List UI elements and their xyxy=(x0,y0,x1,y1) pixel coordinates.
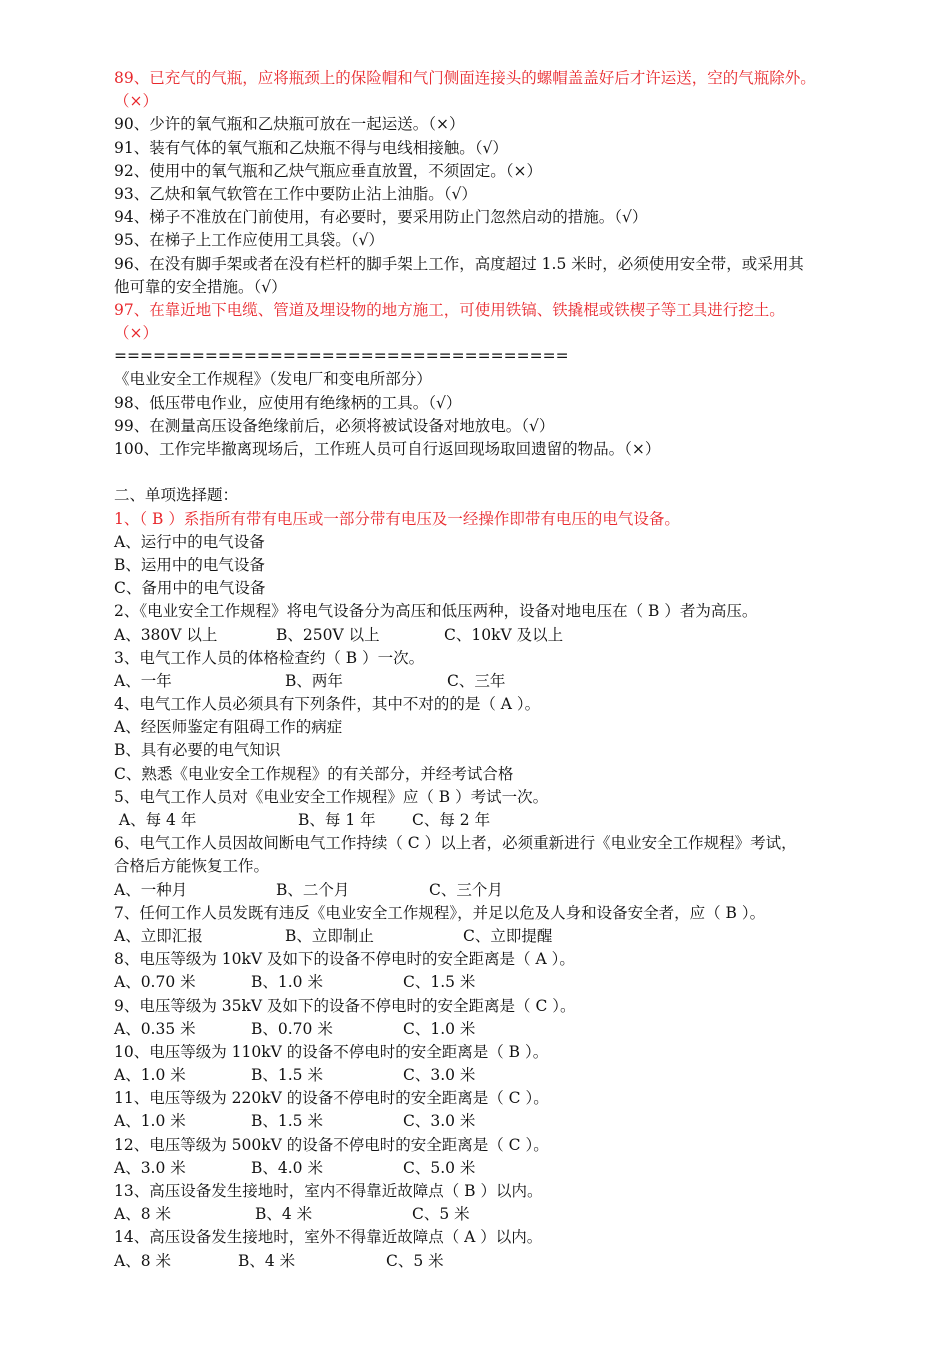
mc-2-option-a: A、380V 以上 xyxy=(114,625,218,644)
mc-2-option-c: C、10kV 及以上 xyxy=(444,625,564,644)
mc-14-options xyxy=(114,1250,884,1273)
mc-question-14: 14、高压设备发生接地时，室外不得靠近故障点（ A ）以内。 xyxy=(114,1228,543,1247)
mc-9-option-c: C、1.0 米 xyxy=(403,1019,476,1038)
mc-question-5: 5、电气工作人员对《电业安全工作规程》应（ B ）考试一次。 xyxy=(114,787,549,806)
mc-1-option-c: C、备用中的电气设备 xyxy=(114,579,266,598)
mc-question-13: 13、高压设备发生接地时，室内不得靠近故障点（ B ）以内。 xyxy=(114,1182,543,1200)
mc-10-option-b: B、1.5 米 xyxy=(251,1066,323,1085)
mc-14-option-b: B、4 米 xyxy=(238,1251,296,1270)
mc-13-options xyxy=(114,1203,884,1226)
tf-item-92: 92、使用中的氧气瓶和乙炔气瓶应垂直放置，不须固定。（×） xyxy=(114,161,542,180)
tf-item-89-line2: （×） xyxy=(114,92,158,111)
mc-14-option-c: C、5 米 xyxy=(386,1251,444,1270)
mc-7-option-c: C、立即提醒 xyxy=(463,926,553,945)
mc-6-option-b: B、二个月 xyxy=(276,880,350,899)
tf-item-96-line1: 96、在没有脚手架或者在没有栏杆的脚手架上工作，高度超过 1.5 米时，必须使用安全带，或采用其 xyxy=(114,254,804,273)
mc-10-option-a: A、1.0 米 xyxy=(114,1066,186,1085)
mc-4-option-a: A、经医师鉴定有阻碍工作的病症 xyxy=(114,718,343,737)
tf-item-90: 90、少许的氧气瓶和乙炔瓶可放在一起运送。（×） xyxy=(114,115,465,134)
mc-1-option-a: A、运行中的电气设备 xyxy=(114,532,265,551)
tf-item-97-line2: （×） xyxy=(114,324,158,343)
tf-item-96-line2: 他可靠的安全措施。（√） xyxy=(114,277,287,296)
document-page xyxy=(114,67,884,1273)
mc-12-option-b: B、4.0 米 xyxy=(251,1158,323,1177)
mc-question-1: 1、（ B ）系指所有带有电压或一部分带有电压及一经操作即带有电压的电气设备。 xyxy=(114,509,680,528)
tf-item-97-line1: 97、在靠近地下电缆、管道及埋设物的地方施工，可使用铁镐、铁撬棍或铁楔子等工具进行挖土。 xyxy=(114,300,785,319)
mc-13-option-c: C、5 米 xyxy=(412,1205,470,1224)
mc-8-option-c: C、1.5 米 xyxy=(403,973,476,992)
mc-10-option-c: C、3.0 米 xyxy=(403,1066,476,1085)
mc-2-options xyxy=(114,624,884,647)
mc-question-6-line2: 合格后方能恢复工作。 xyxy=(114,857,270,876)
mc-5-option-b: B、每 1 年 xyxy=(298,811,376,829)
mc-3-option-b: B、两年 xyxy=(285,671,343,690)
tf-item-99: 99、在测量高压设备绝缘前后，必须将被试设备对地放电。（√） xyxy=(114,416,555,435)
mc-5-option-a: A、每 4 年 xyxy=(114,811,197,829)
tf-item-93: 93、乙炔和氧气软管在工作中要防止沾上油脂。（√） xyxy=(114,184,477,203)
mc-5-option-c: C、每 2 年 xyxy=(412,811,491,829)
tf-item-96 xyxy=(114,253,884,299)
mc-3-option-a: A、一年 xyxy=(114,671,172,690)
mc-10-options xyxy=(114,1064,884,1087)
mc-question-8: 8、电压等级为 10kV 及如下的设备不停电时的安全距离是（ A ）。 xyxy=(114,950,575,969)
mc-5-options xyxy=(114,809,884,832)
mc-11-option-c: C、3.0 米 xyxy=(403,1112,476,1131)
mc-12-option-a: A、3.0 米 xyxy=(114,1158,186,1177)
mc-8-option-a: A、0.70 米 xyxy=(114,973,196,992)
tf-item-91: 91、装有气体的氧气瓶和乙炔瓶不得与电线相接触。（√） xyxy=(114,138,508,157)
tf-item-97 xyxy=(114,299,884,345)
tf-item-95: 95、在梯子上工作应使用工具袋。（√） xyxy=(114,231,384,250)
mc-question-9: 9、电压等级为 35kV 及如下的设备不停电时的安全距离是（ C ）。 xyxy=(114,996,576,1015)
mc-4-option-c: C、熟悉《电业安全工作规程》的有关部分，并经考试合格 xyxy=(114,764,514,783)
mc-8-options xyxy=(114,971,884,994)
mc-question-2: 2、《电业安全工作规程》将电气设备分为高压和低压两种，设备对地电压在（ B ）者为高压。 xyxy=(114,602,758,621)
mc-3-options xyxy=(114,670,884,693)
mc-9-option-a: A、0.35 米 xyxy=(114,1019,196,1038)
tf-item-98: 98、低压带电作业，应使用有绝缘柄的工具。（√） xyxy=(114,393,462,412)
tf-item-89-line1: 89、已充气的气瓶，应将瓶颈上的保险帽和气门侧面连接头的螺帽盖盖好后才许运送，空的气瓶除外。 xyxy=(114,69,816,87)
mc-6-option-a: A、一种月 xyxy=(114,880,188,899)
mc-7-option-a: A、立即汇报 xyxy=(114,926,203,945)
mc-11-option-a: A、1.0 米 xyxy=(114,1112,186,1131)
mc-question-3: 3、电气工作人员的体格检查约（ B ）一次。 xyxy=(114,648,425,667)
mc-4-option-b: B、具有必要的电气知识 xyxy=(114,741,281,760)
mc-question-6-line1: 6、电气工作人员因故间断电气工作持续（ C ）以上者，必须重新进行《电业安全工作规程》考试， xyxy=(114,834,797,853)
tf-item-89 xyxy=(114,67,884,113)
mc-8-option-b: B、1.0 米 xyxy=(251,973,323,992)
divider-line: =================================== xyxy=(114,347,569,366)
mc-heading: 二、单项选择题： xyxy=(114,486,239,505)
mc-question-4: 4、电气工作人员必须具有下列条件，其中不对的的是（ A ）。 xyxy=(114,695,541,714)
mc-11-option-b: B、1.5 米 xyxy=(251,1112,323,1131)
mc-6-options xyxy=(114,879,884,902)
section-title: 《电业安全工作规程》（发电厂和变电所部分） xyxy=(114,370,432,389)
mc-14-option-a: A、8 米 xyxy=(114,1251,171,1270)
mc-9-options xyxy=(114,1018,884,1041)
blank-line xyxy=(114,461,884,484)
mc-3-option-c: C、三年 xyxy=(447,671,506,690)
mc-question-12: 12、电压等级为 500kV 的设备不停电时的安全距离是（ C ）。 xyxy=(114,1135,549,1154)
mc-question-11: 11、电压等级为 220kV 的设备不停电时的安全距离是（ C ）。 xyxy=(114,1089,549,1108)
mc-6-option-c: C、三个月 xyxy=(429,880,503,899)
mc-13-option-a: A、8 米 xyxy=(114,1205,171,1224)
mc-13-option-b: B、4 米 xyxy=(255,1205,313,1224)
mc-12-option-c: C、5.0 米 xyxy=(403,1158,476,1177)
mc-question-10: 10、电压等级为 110kV 的设备不停电时的安全距离是（ B ）。 xyxy=(114,1042,549,1061)
mc-9-option-b: B、0.70 米 xyxy=(251,1019,333,1038)
mc-12-options xyxy=(114,1157,884,1180)
mc-2-option-b: B、250V 以上 xyxy=(276,625,380,644)
mc-1-option-b: B、运用中的电气设备 xyxy=(114,555,265,574)
mc-11-options xyxy=(114,1110,884,1133)
tf-item-94: 94、梯子不准放在门前使用，有必要时，要采用防止门忽然启动的措施。（√） xyxy=(114,208,648,227)
tf-item-100: 100、工作完毕撤离现场后，工作班人员可自行返回现场取回遗留的物品。（×） xyxy=(114,440,661,458)
mc-question-7: 7、任何工作人员发既有违反《电业安全工作规程》，并足以危及人身和设备安全者，应（ B ）。 xyxy=(114,903,766,922)
mc-7-options xyxy=(114,925,884,948)
mc-7-option-b: B、立即制止 xyxy=(285,926,374,945)
